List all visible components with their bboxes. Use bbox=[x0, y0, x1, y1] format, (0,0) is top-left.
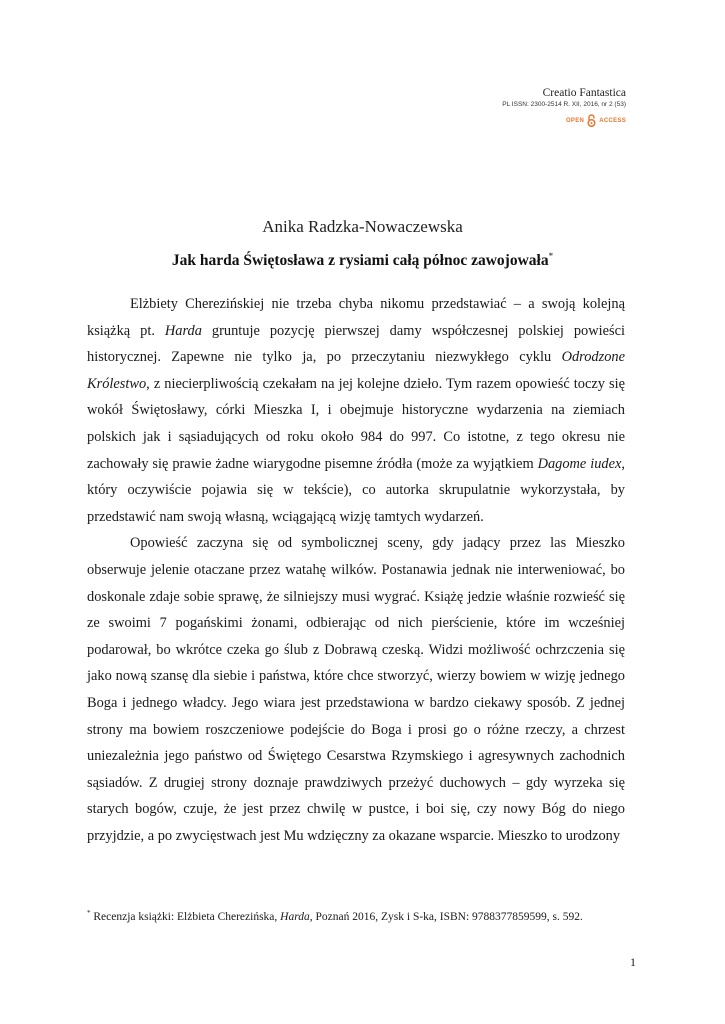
paragraph-1-text-run: Elżbiety Cherezińskiej nie trzeba chyba nikomu przedstawiać – a swoją kolejną książką pt. bbox=[87, 296, 625, 339]
footnote-mark: * bbox=[87, 909, 91, 917]
article-title-text: Jak harda Świętosława z rysiami całą północ zawojowała bbox=[171, 252, 549, 270]
open-access-badge bbox=[502, 114, 626, 127]
paragraph-1-text-run: , który oczywiście pojawia się w tekście), co autorka skrupulatnie wykorzystała, by przedstawić nam swoją własną, wciągającą wizję tamtych wydarzeń. bbox=[87, 455, 625, 525]
journal-issn: PL ISSN: 2300-2514 R. XII, 2016, nr 2 (53) bbox=[502, 101, 626, 108]
title-footnote-mark: * bbox=[548, 251, 554, 261]
footnote bbox=[87, 905, 625, 925]
journal-name: Creatio Fantastica bbox=[542, 87, 626, 99]
open-access-lock-icon bbox=[587, 114, 596, 127]
journal-header bbox=[502, 86, 626, 127]
page-number: 1 bbox=[630, 955, 636, 969]
footnote-text-run: Recenzja książki: Elżbieta Cherezińska, bbox=[93, 910, 281, 923]
paragraph-2: Opowieść zaczyna się od symbolicznej sceny, gdy jadący przez las Mieszko obserwuje jelenie otaczane przez watahę wilków. Postanawia jednak nie interweniować, bo doskonale zdaje sobie sprawę, że silniejszy musi wygrać. Książę jedzie właśnie rozwieść się ze swoimi 7 pogańskimi żonami, odbierając od nich pierścienie, które im wcześniej podarował, bo wkrótce czeka go ślub z Dobrawą czeską. Widzi możliwość ochrzczenia się jako nową szansę dla siebie i państwa, które chce stworzyć, wierzy bowiem w wizję jednego Boga i jednego władcy. Jego wiara jest przedstawiona w bardzo ciekawy sposób. Z jednej strony ma bowiem roszczeniowe podejście do Boga i prosi go o różne rzeczy, a chrzest uniezależnia jego państwo od Świętego Cesarstwa Rzymskiego i agresywnych zachodnich sąsiadów. Z drugiej strony doznaje prawdziwych przeżyć duchowych – gdy wyrzeka się starych bogów, czuje, że jest przez chwilę w pustce, i boi się, czy nowy Bóg do niego przyjdzie, a po zwycięstwach jest Mu wdzięczny za okazane wsparcie. Mieszko to urodzony bbox=[87, 535, 625, 844]
paragraph-1-italic-title: Odrodzone Królestwo bbox=[87, 349, 625, 392]
footnote-text-run: , Poznań 2016, Zysk i S-ka, ISBN: 9788377859599, s. 592. bbox=[309, 910, 583, 923]
article-body bbox=[87, 291, 625, 849]
paragraph-1-text-run: , z niecierpliwością czekałam na jej kolejne dzieło. Tym razem opowieść toczy się wokół Świętosławy, córki Mieszka I, i obejmuje historyczne wydarzenia na ziemiach polskich jak i sąsiadujących od roku około 984 do 997. Co istotne, z tego okresu nie zachowały się prawie żadne wiarygodne pisemne źródła (może za wyjątkiem bbox=[87, 375, 625, 472]
open-access-access-label: ACCESS bbox=[599, 117, 626, 124]
footnote-italic-title: Harda bbox=[280, 910, 310, 923]
open-access-open-label: OPEN bbox=[565, 117, 585, 124]
footnote-text bbox=[93, 911, 583, 923]
paragraph-1-italic-title: Harda bbox=[164, 322, 202, 339]
article-title bbox=[0, 246, 725, 271]
paragraph-1 bbox=[87, 291, 625, 530]
article-author: Anika Radzka-Nowaczewska bbox=[262, 217, 463, 236]
paragraph-1-text-run: gruntuje pozycję pierwszej damy współczesnej polskiej powieści historycznej. Zapewne nie tylko ja, po przeczytaniu niezwykłego cyklu bbox=[87, 322, 625, 366]
paragraph-1-italic-title: Dagome iudex bbox=[537, 455, 622, 472]
